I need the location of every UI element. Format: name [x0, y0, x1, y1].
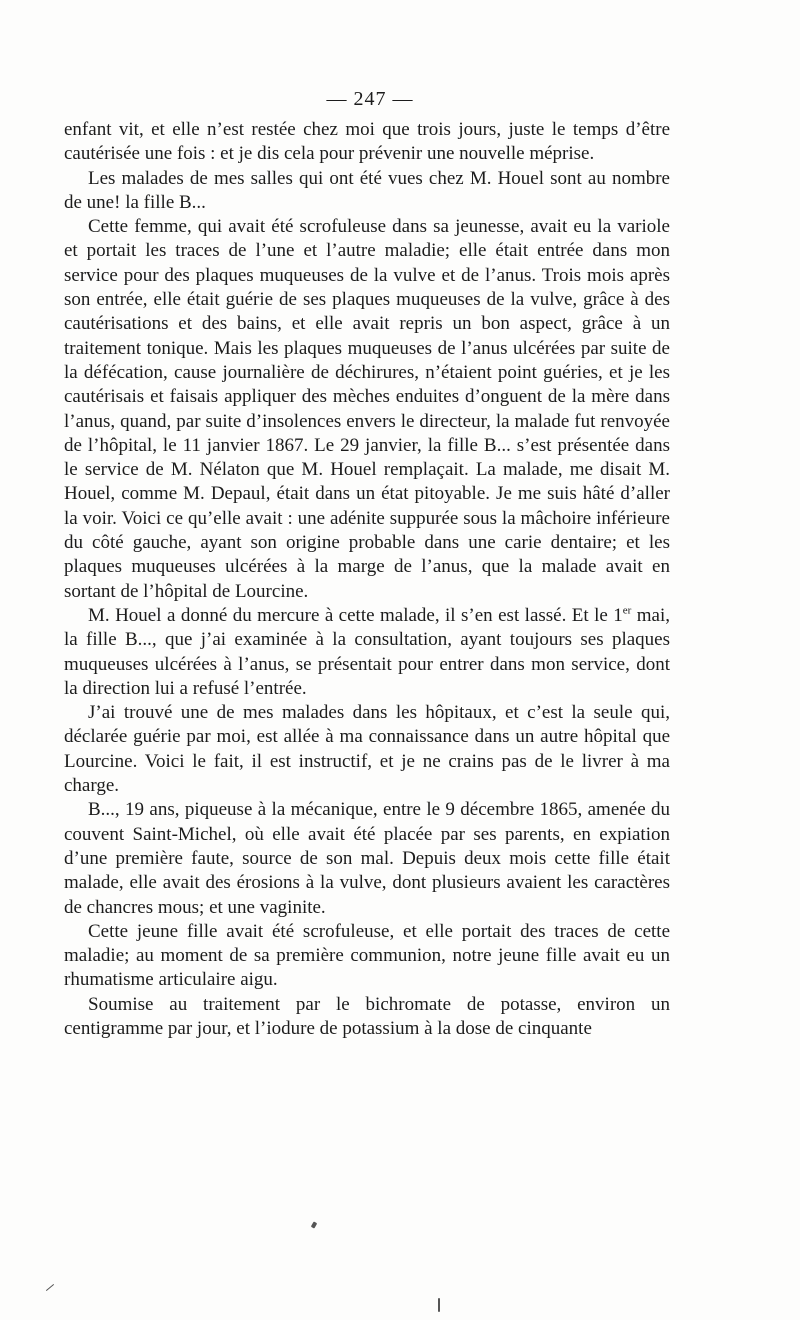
scan-speck [46, 1284, 54, 1291]
paragraph-4 [64, 604, 670, 701]
paragraph-4-start: M. Houel a donné du mercure à cette malade, il s’en est lassé. Et le 1 [88, 604, 623, 626]
paragraph-5: J’ai trouvé une de mes malades dans les hôpitaux, et c’est la seule qui, déclarée guérie par moi, est allée à ma connaissance dans un autre hôpital que Lourcine. Voici le fait, il est instructif, et je ne crains pas de le livrer à ma charge. [64, 702, 670, 797]
paragraph-8: Soumise au traitement par le bichromate de potasse, environ un centigramme par jour, et l’iodure de potassium à la dose de cinquante [64, 993, 670, 1039]
scan-speck [438, 1298, 440, 1312]
paragraph-4-end: mai, la fille B..., que j’ai examinée à la consultation, ayant toujours ses plaques muqueuses ulcérées à l’anus, se présentait pour entrer dans mon service, dont la direction lui a refusé l’entrée. [64, 604, 670, 699]
body-text [64, 118, 670, 1041]
paragraph-3: Cette femme, qui avait été scrofuleuse dans sa jeunesse, avait eu la variole et portait les traces de l’une et l’autre maladie; elle était entrée dans mon service pour des plaques muqueuses de la vulve et de l’anus. Trois mois après son entrée, elle était guérie de ses plaques muqueuses de la vulve, grâce à des cautérisations et des bains, et elle avait repris un bon aspect, grâce à un traitement tonique. Mais les plaques muqueuses de l’anus ulcérées par suite de la défécation, cause journalière de déchirures, n’étaient point guéries, et je les cautérisais et faisais appliquer des mèches enduites d’onguent de la mère dans l’anus, quand, par suite d’insolences envers le directeur, la malade fut renvoyée de l’hôpital, le 11 janvier 1867. Le 29 janvier, la fille B... s’est présentée dans le service de M. Nélaton que M. Houel remplaçait. La malade, me disait M. Houel, comme M. Depaul, était dans un état pitoyable. Je me suis hâté d’aller la voir. Voici ce qu’elle avait : une adénite suppurée sous la mâchoire inférieure du côté gauche, ayant son origine probable dans une carie dentaire; et les plaques muqueuses ulcérées à la marge de l’anus, que la malade avait en sortant de l’hôpital de Lourcine. [64, 216, 670, 602]
paragraph-6: B..., 19 ans, piqueuse à la mécanique, entre le 9 décembre 1865, amenée du couvent Saint-Michel, où elle avait été placée par ses parents, en expiation d’une première faute, source de son mal. Depuis deux mois cette fille était malade, elle avait des érosions à la vulve, dont plusieurs avaient les caractères de chancres mous; et une vaginite. [64, 799, 670, 918]
paragraph-7: Cette jeune fille avait été scrofuleuse, et elle portait des traces de cette maladie; au moment de sa première communion, notre jeune fille avait eu un rhumatisme articulaire aigu. [64, 920, 670, 991]
superscript-er: er [622, 604, 632, 617]
paragraph-1: enfant vit, et elle n’est restée chez moi que trois jours, juste le temps d’être cautérisée une fois : et je dis cela pour prévenir une nouvelle méprise. [64, 119, 670, 165]
page-number: — 247 — [326, 88, 414, 110]
paragraph-2: Les malades de mes salles qui ont été vues chez M. Houel sont au nombre de une! la fille B... [64, 167, 670, 213]
scan-speck [311, 1221, 317, 1228]
